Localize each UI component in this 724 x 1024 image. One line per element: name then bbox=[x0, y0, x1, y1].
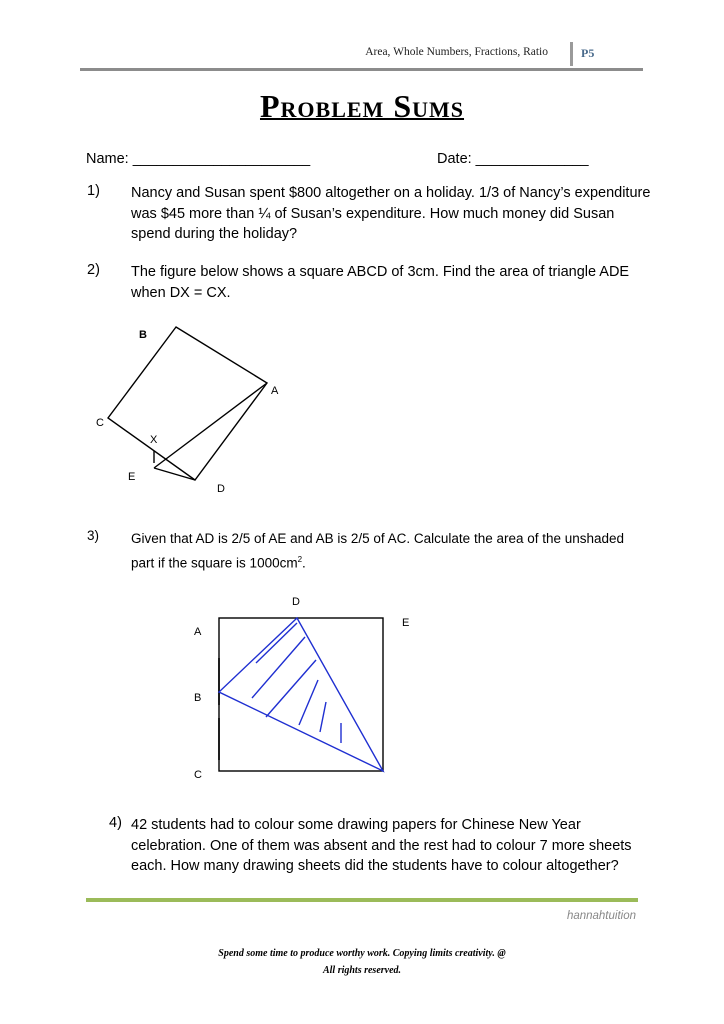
question-2-text: The figure below shows a square ABCD of 3cm. Find the area of triangle ADE when DX = CX. bbox=[131, 264, 630, 301]
label-e: E bbox=[402, 617, 410, 629]
question-3-superscript: 2 bbox=[297, 555, 303, 564]
question-4-number: 4) bbox=[109, 815, 122, 831]
hatch-line bbox=[252, 637, 305, 698]
question-3-number: 3) bbox=[87, 528, 100, 543]
label-c: C bbox=[96, 417, 104, 429]
footer-note-line1: Spend some time to produce worthy work. Copying limits creativity. @ bbox=[218, 948, 506, 959]
label-e: E bbox=[128, 471, 136, 483]
label-c: C bbox=[194, 769, 202, 781]
hatch-line bbox=[320, 702, 326, 732]
label-b: B bbox=[194, 692, 202, 704]
footer-rule bbox=[86, 898, 638, 902]
label-x: X bbox=[150, 434, 158, 446]
question-2-number: 2) bbox=[87, 262, 100, 278]
question-3-text: Given that AD is 2/5 of AE and AB is 2/5 of AC. Calculate the area of the unshaded part if the square is 1000cm bbox=[131, 531, 625, 571]
label-d: D bbox=[217, 483, 225, 495]
question-4-text: 42 students had to colour some drawing papers for Chinese New Year celebration. One of them was absent and the rest had to colour 7 more sheets each. How many drawing sheets did the students have to colour altogether? bbox=[131, 817, 632, 874]
date-field: Date: ______________ bbox=[437, 151, 589, 167]
footer-brand: hannahtuition bbox=[566, 910, 636, 922]
page-title: Problem Sums bbox=[259, 88, 465, 124]
header-level: P5 bbox=[581, 46, 595, 60]
label-b: B bbox=[139, 329, 147, 341]
name-field: Name: ______________________ bbox=[86, 151, 311, 167]
footer-note-line2: All rights reserved. bbox=[322, 965, 402, 976]
question-1-text: Nancy and Susan spent $800 altogether on a holiday. 1/3 of Nancy’s expenditure was $45 more than ¼ of Susan’s expenditure. How much money did Susan spend during the holiday? bbox=[131, 185, 651, 242]
question-3-suffix: . bbox=[302, 555, 306, 571]
label-d: D bbox=[292, 596, 300, 608]
hatch-line bbox=[266, 660, 316, 717]
question-1-number: 1) bbox=[87, 183, 100, 199]
hatch-line bbox=[256, 623, 297, 663]
header-subjects: Area, Whole Numbers, Fractions, Ratio bbox=[365, 46, 548, 58]
label-a: A bbox=[194, 626, 202, 638]
label-a: A bbox=[271, 385, 279, 397]
hatch-line bbox=[299, 680, 318, 725]
